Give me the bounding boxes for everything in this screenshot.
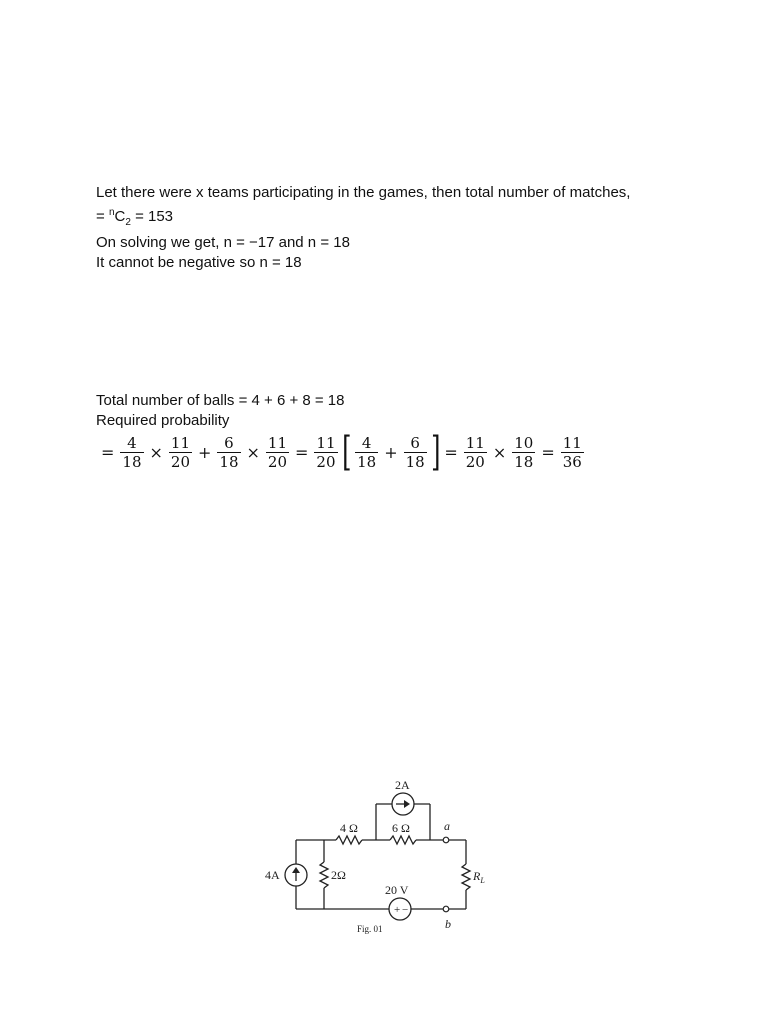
numerator: 11: [465, 433, 485, 452]
fraction: [314, 434, 337, 471]
label-4a: 4A: [265, 868, 280, 882]
numerator: 10: [514, 433, 534, 452]
denominator: 18: [514, 452, 534, 471]
label-node-b: b: [445, 917, 451, 931]
times-sign: ×: [246, 442, 260, 462]
solution-2-line-2: Required probability: [96, 412, 230, 429]
numerator: 11: [316, 433, 336, 452]
label-20v: 20 V: [385, 883, 409, 897]
solution-1-line-1: Let there were x teams participating in the games, then total number of matches,: [96, 184, 631, 201]
plus-sign: +: [384, 442, 398, 462]
label-6-ohm: 6 Ω: [392, 821, 410, 835]
fraction: [512, 434, 535, 471]
denominator: 20: [465, 452, 485, 471]
vs-plus: +: [394, 904, 401, 916]
numerator: 11: [267, 433, 287, 452]
label-2a: 2A: [395, 778, 410, 792]
fraction: [464, 434, 487, 471]
denominator: 18: [219, 452, 239, 471]
denominator: 36: [562, 452, 582, 471]
denominator: 18: [357, 452, 377, 471]
numerator: 11: [562, 433, 582, 452]
numerator: 11: [170, 433, 190, 452]
terminal-a: [443, 837, 449, 843]
solution-2: [96, 391, 345, 431]
resistor-2-ohm-symbol: [320, 862, 328, 888]
numerator: 6: [410, 433, 420, 452]
numerator: 4: [127, 433, 137, 452]
solution-1-line-3: On solving we get, n = −17 and n = 18: [96, 234, 350, 251]
solution-1-line-4: It cannot be negative so n = 18: [96, 254, 302, 271]
equals-sign: =: [541, 442, 555, 462]
fraction: [561, 434, 584, 471]
fraction: [169, 434, 192, 471]
equals-sign: =: [101, 442, 115, 462]
label-node-a: a: [444, 819, 450, 833]
eq-suffix: = 153: [130, 208, 174, 225]
superscript-n: n: [108, 207, 115, 218]
load-resistor-symbol: [462, 864, 470, 890]
terminal-b: [443, 906, 449, 912]
numerator: 4: [361, 433, 372, 452]
circuit-diagram: [258, 772, 498, 942]
denominator: 18: [122, 452, 142, 471]
times-sign: ×: [149, 442, 163, 462]
resistor-6-ohm-symbol: [390, 836, 416, 844]
fraction: [217, 434, 240, 471]
denominator: 20: [170, 452, 190, 471]
solution-1-line-2: [96, 203, 630, 233]
left-bracket: [: [341, 429, 351, 475]
eq-prefix: =: [96, 208, 109, 225]
solution-1: [96, 183, 630, 273]
denominator: 20: [316, 452, 336, 471]
right-bracket: ]: [430, 429, 441, 475]
probability-equation: [98, 430, 587, 474]
fraction: [120, 434, 143, 471]
fraction: [404, 434, 427, 471]
denominator: 18: [405, 452, 425, 471]
times-sign: ×: [492, 442, 507, 462]
label-4-ohm: 4 Ω: [340, 821, 358, 835]
equals-sign: =: [444, 442, 458, 462]
equals-sign: =: [295, 442, 309, 462]
vs-minus: −: [402, 904, 409, 916]
denominator: 20: [267, 452, 287, 471]
resistor-4-ohm-symbol: [336, 836, 362, 844]
numerator: 6: [224, 433, 234, 452]
solution-2-line-1: Total number of balls = 4 + 6 + 8 = 18: [96, 392, 345, 409]
plus-sign: +: [198, 442, 212, 462]
label-rl: $R_L$: [473, 869, 485, 885]
figure-caption: Fig. 01: [357, 924, 383, 934]
fraction: [355, 434, 378, 471]
subscript-2: 2: [125, 217, 131, 228]
fraction: [266, 434, 289, 471]
combination-c: C: [114, 208, 126, 225]
label-2-ohm: 2Ω: [331, 868, 346, 882]
